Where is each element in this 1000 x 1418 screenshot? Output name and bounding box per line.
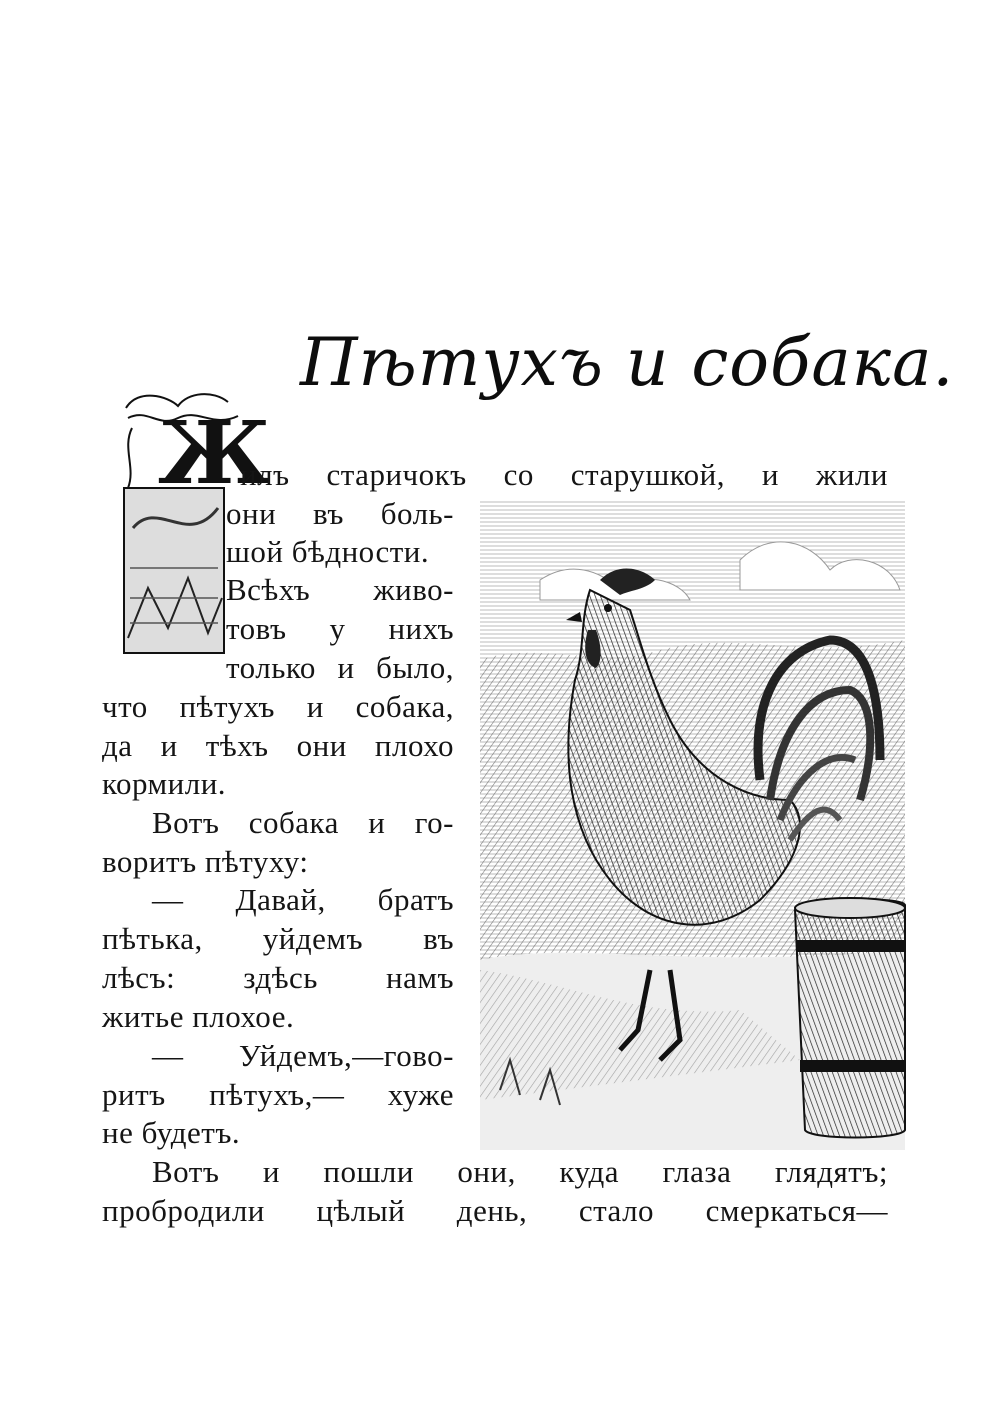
text-line-14: лѣсъ: здѣсь намъ bbox=[102, 960, 454, 995]
text-line-2: они въ боль- bbox=[226, 496, 454, 531]
text-line-1: илъ старичокъ со старушкой, и жили bbox=[240, 457, 888, 492]
text-line-18: не будетъ. bbox=[102, 1115, 241, 1150]
text-line-4: Всѣхъ живо- bbox=[226, 572, 454, 607]
rooster-engraving bbox=[480, 500, 905, 1150]
text-line-17: ритъ пѣтухъ,— хуже bbox=[102, 1077, 454, 1112]
text-line-5: товъ у нихъ bbox=[226, 611, 454, 646]
drop-cap-letter: Ж bbox=[158, 403, 271, 504]
text-line-3: шой бѣдности. bbox=[226, 534, 430, 569]
text-line-7: что пѣтухъ и собака, bbox=[102, 689, 454, 724]
text-line-15: житье плохое. bbox=[102, 999, 295, 1034]
page-title: Пѣтухъ и собака. bbox=[300, 324, 955, 401]
text-line-16: — Уйдемъ,—гово- bbox=[152, 1038, 454, 1073]
text-line-8: да и тѣхъ они плохо bbox=[102, 728, 454, 763]
text-line-13: пѣтька, уйдемъ въ bbox=[102, 921, 454, 956]
text-line-9: кормили. bbox=[102, 766, 227, 801]
text-line-20: пробродили цѣлый день, стало смеркаться— bbox=[102, 1193, 888, 1228]
text-line-19: Вотъ и пошли они, куда глаза глядятъ; bbox=[152, 1154, 888, 1189]
text-line-10: Вотъ собака и го- bbox=[152, 805, 454, 840]
text-line-12: — Давай, братъ bbox=[152, 882, 454, 917]
rooster-illustration bbox=[480, 500, 905, 1150]
text-line-11: воритъ пѣтуху: bbox=[102, 844, 309, 879]
text-line-6: только и было, bbox=[226, 650, 454, 685]
